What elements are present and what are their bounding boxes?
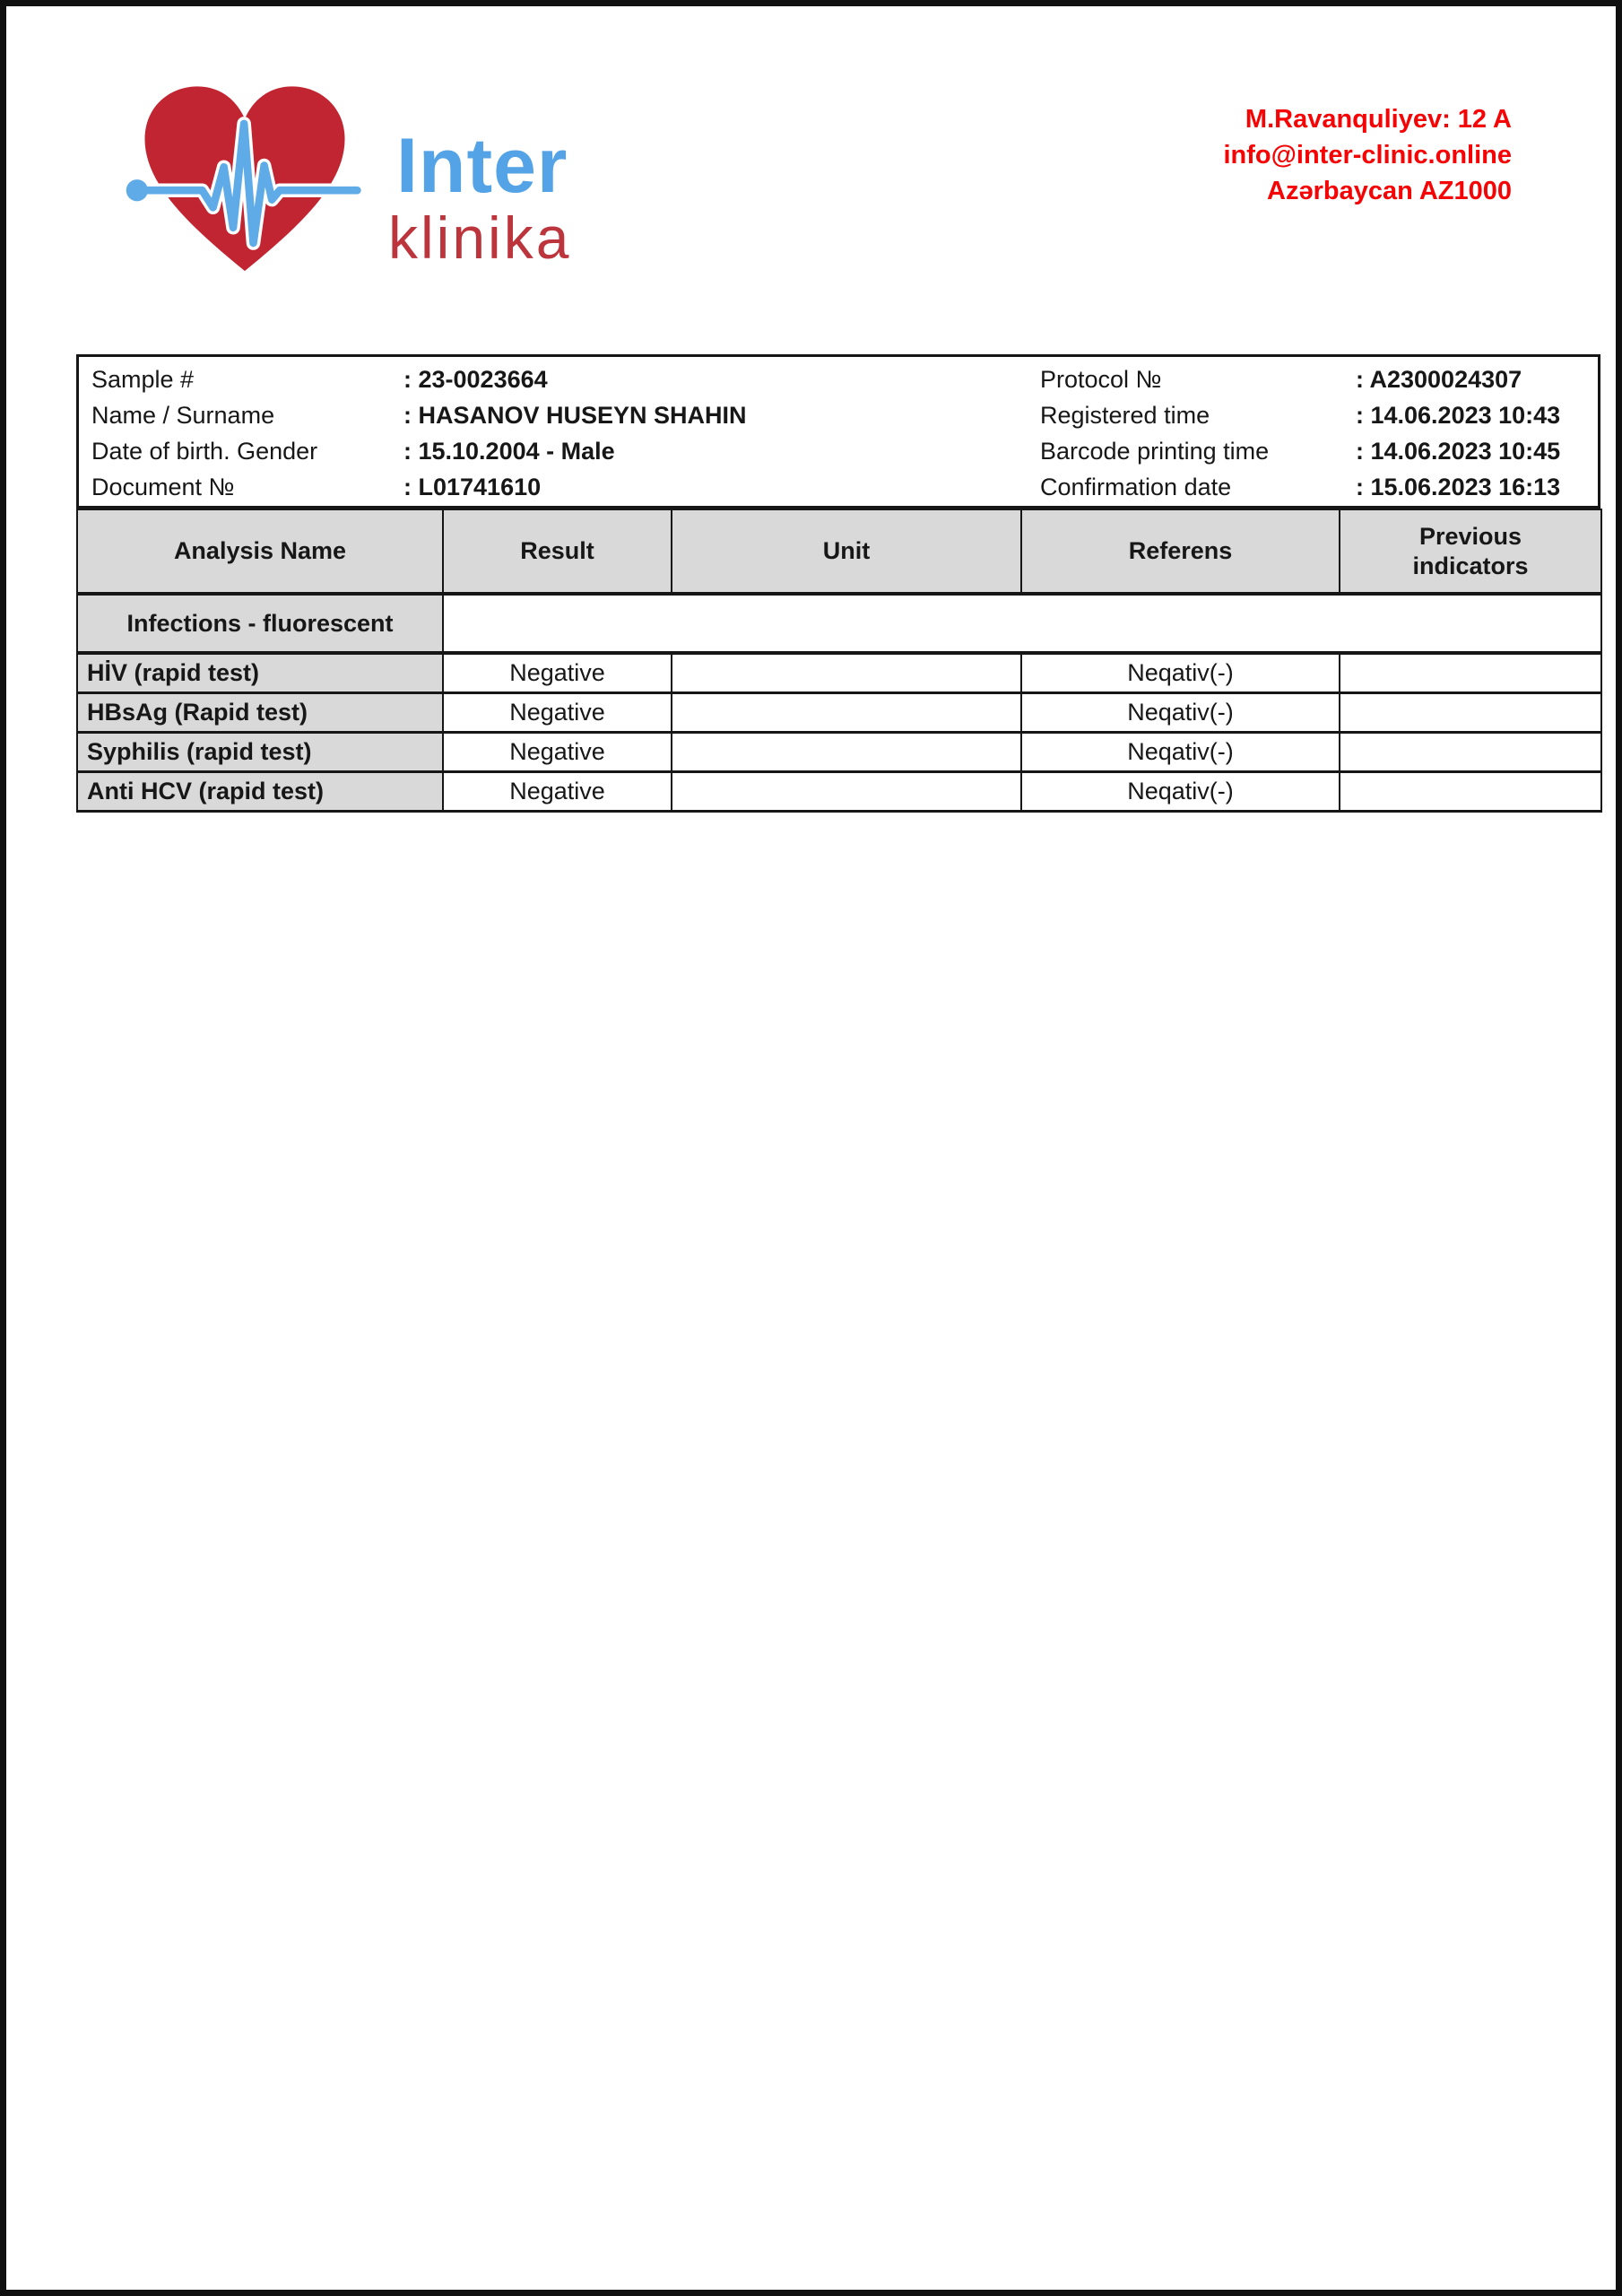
protocol-number-label: Protocol № bbox=[1040, 365, 1162, 393]
sample-number-value: : 23-0023664 bbox=[403, 365, 548, 393]
sample-number-label: Sample # bbox=[91, 365, 195, 393]
column-header-result: Result bbox=[443, 509, 672, 594]
confirmation-date-label: Confirmation date bbox=[1040, 473, 1232, 500]
analysis-name-cell: HBsAg (Rapid test) bbox=[77, 692, 443, 732]
section-row-infections bbox=[77, 594, 1601, 653]
analysis-name-cell: Anti HCV (rapid test) bbox=[77, 771, 443, 811]
analysis-name-cell: Syphilis (rapid test) bbox=[77, 732, 443, 771]
previous-indicator-cell bbox=[1340, 692, 1601, 732]
results-header-row bbox=[77, 509, 1601, 594]
patient-info-box bbox=[76, 354, 1600, 509]
previous-indicator-cell bbox=[1340, 653, 1601, 692]
unit-cell bbox=[672, 732, 1021, 771]
section-row-spacer bbox=[443, 594, 1601, 653]
result-cell: Negative bbox=[443, 653, 672, 692]
confirmation-date-value: : 15.06.2023 16:13 bbox=[1356, 473, 1561, 500]
contact-country-line: Azərbaycan AZ1000 bbox=[1267, 177, 1512, 205]
column-header-analysis-name: Analysis Name bbox=[77, 509, 443, 594]
logo-text bbox=[388, 123, 572, 271]
heart-ecg-icon bbox=[125, 67, 365, 293]
contact-address-line: M.Ravanquliyev: 12 A bbox=[1245, 105, 1512, 134]
table-row bbox=[77, 692, 1601, 732]
analysis-name-cell: HİV (rapid test) bbox=[77, 653, 443, 692]
unit-cell bbox=[672, 771, 1021, 811]
birth-gender-label: Date of birth. Gender bbox=[91, 437, 318, 465]
column-header-unit: Unit bbox=[672, 509, 1021, 594]
name-surname-value: : HASANOV HUSEYN SHAHIN bbox=[403, 401, 747, 429]
document-number-value: : L01741610 bbox=[403, 473, 542, 500]
barcode-time-value: : 14.06.2023 10:45 bbox=[1356, 437, 1561, 465]
result-cell: Negative bbox=[443, 692, 672, 732]
section-title: Infections - fluorescent bbox=[77, 594, 443, 653]
table-row bbox=[77, 653, 1601, 692]
barcode-time-label: Barcode printing time bbox=[1040, 437, 1270, 465]
document-number-label: Document № bbox=[91, 473, 235, 500]
clinic-logo bbox=[125, 67, 572, 293]
table-row bbox=[77, 732, 1601, 771]
result-cell: Negative bbox=[443, 732, 672, 771]
unit-cell bbox=[672, 653, 1021, 692]
result-cell: Negative bbox=[443, 771, 672, 811]
table-row bbox=[77, 771, 1601, 811]
previous-indicator-cell bbox=[1340, 771, 1601, 811]
contact-email-line: info@inter-clinic.online bbox=[1223, 141, 1512, 170]
previous-indicator-cell bbox=[1340, 732, 1601, 771]
birth-gender-value: : 15.10.2004 - Male bbox=[403, 437, 615, 465]
registered-time-label: Registered time bbox=[1040, 401, 1210, 429]
column-header-previous-indicators: Previous indicators bbox=[1340, 509, 1601, 594]
referens-cell: Neqativ(-) bbox=[1021, 692, 1340, 732]
logo-title: Inter bbox=[396, 123, 568, 209]
referens-cell: Neqativ(-) bbox=[1021, 732, 1340, 771]
name-surname-label: Name / Surname bbox=[91, 401, 275, 429]
unit-cell bbox=[672, 692, 1021, 732]
referens-cell: Neqativ(-) bbox=[1021, 771, 1340, 811]
clinic-contact-block bbox=[1223, 101, 1512, 209]
registered-time-value: : 14.06.2023 10:43 bbox=[1356, 401, 1561, 429]
protocol-number-value: : A2300024307 bbox=[1356, 365, 1522, 393]
results-table bbox=[76, 509, 1602, 813]
column-header-referens: Referens bbox=[1021, 509, 1340, 594]
logo-subtitle: klinika bbox=[388, 204, 572, 271]
referens-cell: Neqativ(-) bbox=[1021, 653, 1340, 692]
